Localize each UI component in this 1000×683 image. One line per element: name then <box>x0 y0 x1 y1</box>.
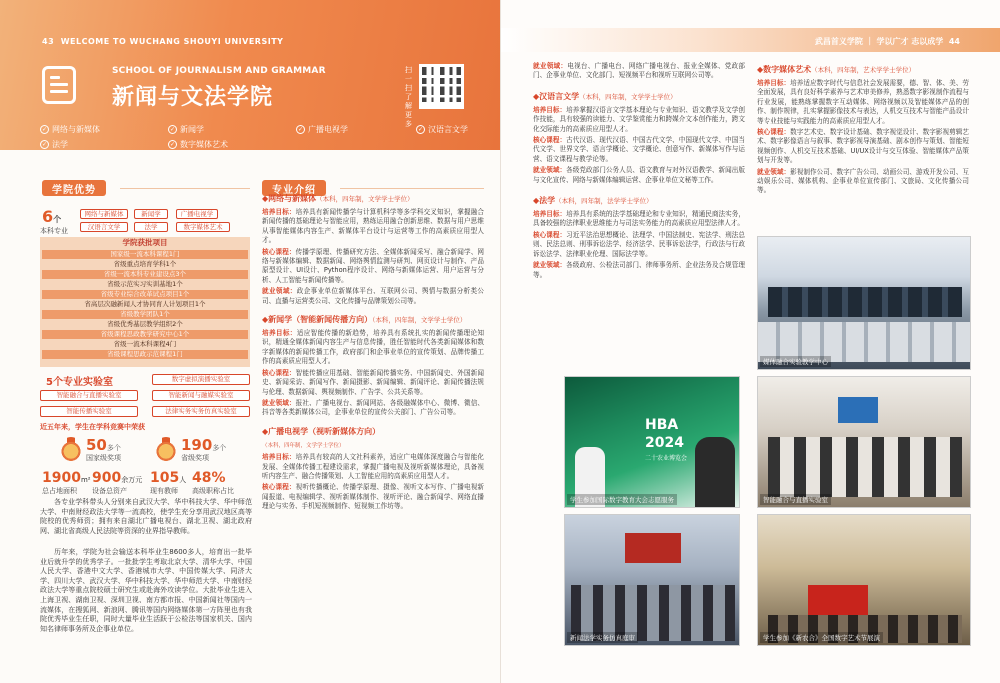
lab-chip: 智能融合与直播实验室 <box>40 390 138 401</box>
left-page-number: 43 WELCOME TO WUCHANG SHOUYI UNIVERSITY <box>42 37 284 46</box>
photo-caption: 学生参加《新农合》全国数字艺术节展演 <box>760 632 883 643</box>
major-courses: 核心课程：古代汉语、现代汉语、中国古代文学、中国现代文学、中国当代文学、世界文学、语言学概论、文学概论、创意写作、新媒体写作与运营、语文课程与教学论等。 <box>533 136 746 163</box>
divider <box>120 188 250 189</box>
approved-projects-box <box>40 237 250 367</box>
photo-volunteers <box>564 376 740 508</box>
major-item: ✓ 广播电视学 <box>297 125 348 134</box>
project-row: 省级重点培育学科1个 <box>113 260 177 268</box>
project-row: 省级课程思政示范课程1门 <box>42 350 248 359</box>
divider <box>340 188 484 189</box>
major-heading: ◆数字媒体艺术（本科，四年制，艺术学学士学位） <box>757 65 916 74</box>
photo-caption: 媒体融合实验教学中心 <box>760 356 831 367</box>
major-chip: 网络与新媒体 <box>80 209 128 219</box>
approved-projects-title: 学院获批项目 <box>122 238 168 247</box>
major-heading: ◆网络与新媒体（本科，四年制，文学学士学位） <box>262 194 414 203</box>
major-heading: ◆广播电视学（视听新媒体方向） <box>262 426 381 436</box>
school-english-name: SCHOOL OF JOURNALISM AND GRAMMAR <box>112 66 326 76</box>
project-row: 省级专业综合改革试点项目1个 <box>42 290 248 299</box>
major-item: ✓ 数字媒体艺术 <box>169 140 228 149</box>
advantage-section-title: 学院优势 <box>42 180 106 196</box>
project-row: 省级教学团队1个 <box>42 310 248 319</box>
project-row: 省级一流本科专业建设点3个 <box>42 270 248 279</box>
intro-section-title: 专业介绍 <box>262 180 326 196</box>
major-careers: 就业领域：各级党政部门公务人员、语文教育与对外汉语教学、新闻出版与文化宣传、网络与新媒体编辑运营、企事业单位文秘等工作。 <box>533 166 746 184</box>
graduates-paragraph: 历年来，学院为社会输送本科毕业生8600多人，培育出一批毕业后就升学的优秀学子。一批批学生考取北京大学、清华大学、中国人民大学、香港中文大学、香港城市大学、中国传媒大学、同济大学、四川大学、武汉大学、华中科技大学、华中师范大学、中南财经政法大学等重点院校硕士研究生或赴海外攻读学位。大批毕业生进入上海卫视、湖南卫视、深圳卫视、南方都市报、中国新闻社等国内一流媒体，在搜狐网、新浪网、腾讯等国内网络媒体第一方阵里也有我院优秀毕业生任职，同时大量毕业生活跃于公检法等国家机关、国内知名律师事务所及企事业单位。 <box>40 548 252 633</box>
project-row: 国家级一流本科课程1门 <box>42 250 248 259</box>
major-item: ✓ 法学 <box>41 140 68 149</box>
check-icon: ✓ <box>41 126 48 133</box>
major-careers: 就业领域：政企事业单位新媒体平台、互联网公司、舆情与数据分析类公司、直播与运营类公司、文化传播与品牌策划公司等。 <box>262 287 485 305</box>
major-careers: 就业领域：影视制作公司、数字广告公司、动画公司、游戏开发公司、互动娱乐公司、媒体机构、企事业单位宣传部门、文旅局、文化传播公司等。 <box>757 167 970 195</box>
major-heading: ◆汉语言文学（本科，四年制，文学学士学位） <box>533 91 677 101</box>
check-icon: ✓ <box>41 141 48 148</box>
qr-code[interactable] <box>419 64 464 109</box>
photo-caption: 新闻法学实务仿真庭审 <box>567 632 638 643</box>
school-chinese-name: 新闻与文法学院 <box>112 85 274 110</box>
major-goal: 培养目标：培养适应数字时代与信息社会发展需要，德、智、体、美、劳全面发展，具有良好科学素养与艺术审美修养，熟悉数字影视制作流程与行业发展，能熟练掌握数字互动媒体、网络视频以及智能媒体产品的创作、制作规律，扎实掌握影像技术与表达，人机交互技术与智能产品设计等专业技能与实践能力的高素质应用型人才。 <box>757 79 970 125</box>
stat-senior-ratio-label: 高级职称占比 <box>192 487 234 495</box>
stat-assets: 900余万元 <box>92 470 143 486</box>
major-heading: ◆法学（本科，四年制，法学学士学位） <box>533 196 653 206</box>
photo-caption: 智能融合与直播实验室 <box>760 494 831 505</box>
project-row: 省高层次融新闻人才协同育人计划项目1个 <box>84 300 206 308</box>
majors-list <box>40 124 480 154</box>
right-column-1 <box>533 62 745 282</box>
photo-text: HBA <box>645 417 679 433</box>
document-icon <box>42 66 76 104</box>
major-chip: 数字媒体艺术 <box>176 222 230 232</box>
project-row: 省级一流本科课程4门 <box>113 340 177 348</box>
major-chip: 汉语言文学 <box>80 222 128 232</box>
right-column-2 <box>757 62 969 198</box>
major-goal: 培养目标：培养具有较高的人文社科素养，适应广电媒体深度融合与智能化发展、全媒体传播工程建设需求，掌握广播电视及视听新媒体理论，具备视听内容生产、融合传播策划、人工智能应用的高素质应用型人才。 <box>262 453 485 480</box>
major-count-label: 本科专业 <box>40 227 68 235</box>
check-icon: ✓ <box>169 126 176 133</box>
photo-text: 2024 <box>645 435 684 451</box>
photo-art-festival <box>757 514 971 646</box>
right-page <box>500 0 1000 683</box>
major-chip: 新闻学 <box>134 209 168 219</box>
major-goal: 培养目标：培养具有新闻传播学与计算机科学等多学科交叉知识，掌握融合新闻传播的基础理论与智能应用，熟练运用融合创新思维、数据与用户思维从事智能媒体内容生产、新媒体平台设计与运营等工作的高素质应用型人才。 <box>262 208 485 245</box>
faculty-paragraph: 各专业学科带头人分别来自武汉大学、华中科技大学、华中师范大学、中南财经政法大学等一流高校，使学生充分享用武汉地区高等院校的优秀师资；拥有来自湖北广播电视台、湖北卫视、湖北政府网、湖北省高级人民法院等资深的业界指导教师。 <box>40 498 252 535</box>
major-count: 6个 <box>42 207 62 226</box>
major-courses: 核心课程：数字艺术史、数字设计基础、数字视觉设计、数字影视剪辑艺术、数字影像语言与叙事、数字影视导演基础、剧本创作与策划、智能短视频创作、人机交互技术基础、UI/UX设计与交互体验、智能媒体产品策划与开发等。 <box>757 128 970 165</box>
project-row: 省级优秀基层教学组织2个 <box>107 320 183 328</box>
provincial-award: 190多个 省级奖项 <box>155 435 226 463</box>
right-header <box>501 0 1000 54</box>
major-item: ✓ 新闻学 <box>169 125 204 134</box>
major-courses: 核心课程：智能传播应用基础、智能新闻传播实务、中国新闻史、外国新闻史、新闻采访、新闻写作、新闻摄影、新闻编辑、新闻评论、新闻传播法规与伦理、数据新闻、舆视频制作、广告学、公共关系等。 <box>262 368 485 396</box>
stat-teachers: 105人 <box>150 470 187 486</box>
major-careers: 就业领域：报社、广播电视台、新闻网站、各级融媒体中心、微博、微信、抖音等各类新媒体公司，企事业单位的宣传公关部门、广告公司等。 <box>262 398 485 417</box>
major-careers: 就业领域：电视台、广播电台、网络广播电视台、报业全媒体、党政部门、企事业单位、文化部门、短视频平台和视听互联网公司等。 <box>533 62 745 80</box>
stat-area: 1900m² <box>42 470 91 486</box>
check-icon: ✓ <box>417 126 424 133</box>
lab-chip: 法律实务实务仿真实验室 <box>152 406 250 417</box>
project-row: 省级课程思政教学研究中心1个 <box>42 330 248 339</box>
lab-chip: 智能新闻与融媒实验室 <box>152 390 250 401</box>
major-careers: 就业领域：各级政府、公检法司部门、律师事务所、企业法务及合规管理等。 <box>533 261 746 279</box>
national-award: 50多个 国家级奖项 <box>60 435 121 463</box>
photo-caption: 学生参加国际数字教育大会志愿服务 <box>567 494 677 505</box>
medal-icon <box>60 437 82 461</box>
major-chip: 法学 <box>134 222 168 232</box>
major-heading: ◆新闻学（智能新闻传播方向）（本科，四年制，文学学士学位） <box>262 315 467 325</box>
stat-assets-label: 设备总资产 <box>92 487 127 495</box>
photo-media-center <box>757 236 971 370</box>
major-courses: 核心课程：视听传播概论、传播学原理、摄像、视听文本写作、广播电视新闻报道、电视编辑学、视听新媒体制作、视听评论、融合新闻学、网络直播理论与实务、手机短视频制作、短视频工作坊等。 <box>262 483 485 511</box>
major-courses: 核心课程：传播学原理、传播研究方法、全媒体新闻采写、融合新闻学、网络与新媒体编辑、数据新闻、网络舆情监测与研判、网页设计与制作、产品原型设计、UI设计、Python程序设计、网络与新媒体运营、用户运营与分析、人工智能与新闻传播等。 <box>262 247 485 284</box>
major-meta: （本科，四年制，文学学士学位） <box>262 442 345 449</box>
check-icon: ✓ <box>297 126 304 133</box>
photo-live-lab <box>757 376 971 508</box>
stat-senior-ratio: 48% <box>192 470 226 486</box>
lab-chip: 智能传播实验室 <box>40 406 138 417</box>
stat-teachers-label: 现有教师 <box>150 487 178 495</box>
qr-caption: 扫一扫了解更多 <box>405 66 412 128</box>
major-item: ✓ 网络与新媒体 <box>41 125 100 134</box>
right-page-header: 武昌首义学院 ｜ 学以广才 志以成学 44 <box>814 37 960 46</box>
major-courses: 核心课程：习近平法治思想概论、法理学、中国法制史、宪法学、刑法总则、民法总则、刑事诉讼法学、经济法学、民事诉讼法学，行政法与行政诉讼法学、法律职业伦理、国际法学等。 <box>533 230 746 258</box>
major-item: ✓ 汉语言文学 <box>417 125 468 134</box>
photo-text: 二十农业博览会 <box>645 455 688 462</box>
stat-area-label: 总占地面积 <box>42 487 77 495</box>
major-goal: 培养目标：适应智能传播的新趋势，培养具有系统扎实的新闻传播理论知识，精通全媒体新闻内容生产与信息传播，胜任智能时代各类新闻媒体和数字新媒体的新闻传播工作，政府部门和企事业单位的宣传策划、品牌传播工作的高素质应用型人才。 <box>262 329 485 366</box>
medal-icon <box>155 437 177 461</box>
major-introduction <box>262 191 484 514</box>
award-title: 近五年来，学生在学科竞赛中荣获 <box>40 423 145 431</box>
labs-title: 5个专业实验室 <box>46 377 113 388</box>
major-chip: 广播电视学 <box>176 209 218 219</box>
major-goal: 培养目标：培养具有系统的法学基础理论和专业知识，精通民商法实务，具备较强的法律职业思维能力与司法实务能力的高素质应用型法律人才。 <box>533 210 746 228</box>
project-row: 省级示范实习实训基地1个 <box>107 280 183 288</box>
photo-mock-trial <box>564 514 740 646</box>
lab-chip: 数字虚拟演播实验室 <box>152 374 250 385</box>
check-icon: ✓ <box>169 141 176 148</box>
major-goal: 培养目标：培养掌握汉语言文学基本理论与专业知识、语文教学及文学创作技能，具有较强的读能力、文学鉴赏能力和跨媒介文本创作能力，跨文化交际能力的高素质应用型人才。 <box>533 105 746 133</box>
